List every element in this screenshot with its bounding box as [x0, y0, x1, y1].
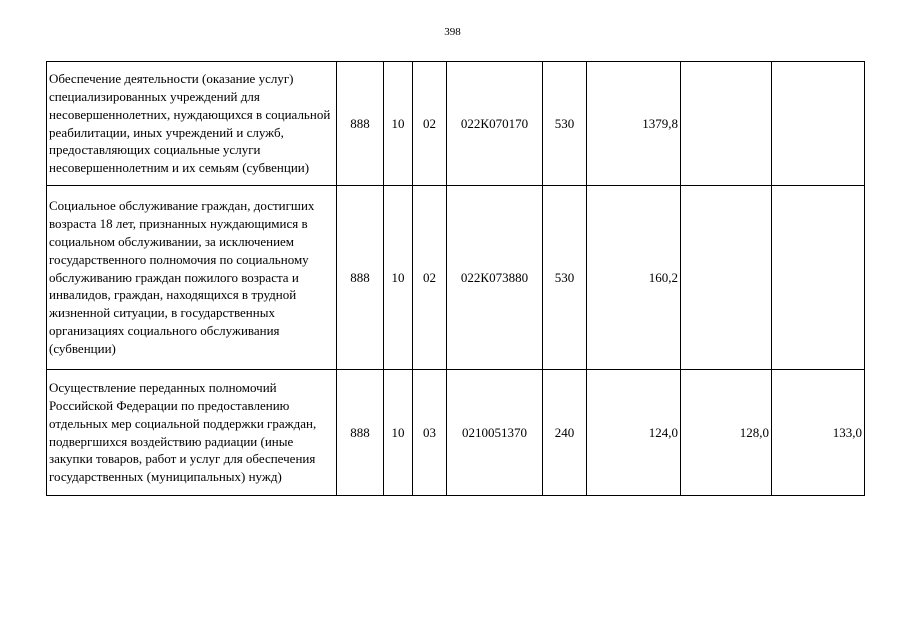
ministry-code-cell: 888	[337, 186, 384, 370]
amount-1-cell: 1379,8	[587, 62, 681, 186]
section-code-cell: 10	[384, 370, 413, 496]
subsection-code-cell: 02	[413, 186, 447, 370]
page-number: 398	[444, 26, 461, 38]
amount-3-cell: 133,0	[772, 370, 865, 496]
section-code-cell: 10	[384, 186, 413, 370]
ministry-code-cell: 888	[337, 62, 384, 186]
target-article-cell: 0210051370	[447, 370, 543, 496]
expense-name-cell: Осуществление переданных полномочий Российской Федерации по предоставлению отдельных мер социальной поддержки граждан, подвергшихся воздействию радиации (иные закупки товаров, работ и услуг для обеспечения государственных (муниципальных) нужд)	[47, 370, 337, 496]
amount-1-cell: 124,0	[587, 370, 681, 496]
amount-3-cell	[772, 186, 865, 370]
subsection-code-cell: 03	[413, 370, 447, 496]
expense-type-cell: 530	[543, 186, 587, 370]
expense-name-cell: Социальное обслуживание граждан, достигших возраста 18 лет, признанных нуждающимися в социальном обслуживании, за исключением государственного полномочия по социальному обслуживанию граждан пожилого возраста и инвалидов, граждан, находящихся в трудной жизненной ситуации, в государственных организациях социального обслуживания (субвенции)	[47, 186, 337, 370]
subsection-code-cell: 02	[413, 62, 447, 186]
amount-2-cell	[681, 62, 772, 186]
budget-table	[46, 61, 865, 496]
amount-2-cell: 128,0	[681, 370, 772, 496]
expense-type-cell: 240	[543, 370, 587, 496]
amount-2-cell	[681, 186, 772, 370]
amount-1-cell: 160,2	[587, 186, 681, 370]
amount-3-cell	[772, 62, 865, 186]
ministry-code-cell: 888	[337, 370, 384, 496]
table-row	[47, 186, 865, 370]
expense-name-cell: Обеспечение деятельности (оказание услуг) специализированных учреждений для несовершеннолетних, нуждающихся в социальной реабилитации, иных учреждений и служб, предоставляющих социальные услуги несовершеннолетним и их семьям (субвенции)	[47, 62, 337, 186]
expense-type-cell: 530	[543, 62, 587, 186]
target-article-cell: 022К073880	[447, 186, 543, 370]
section-code-cell: 10	[384, 62, 413, 186]
table-row	[47, 62, 865, 186]
target-article-cell: 022К070170	[447, 62, 543, 186]
table-row	[47, 370, 865, 496]
